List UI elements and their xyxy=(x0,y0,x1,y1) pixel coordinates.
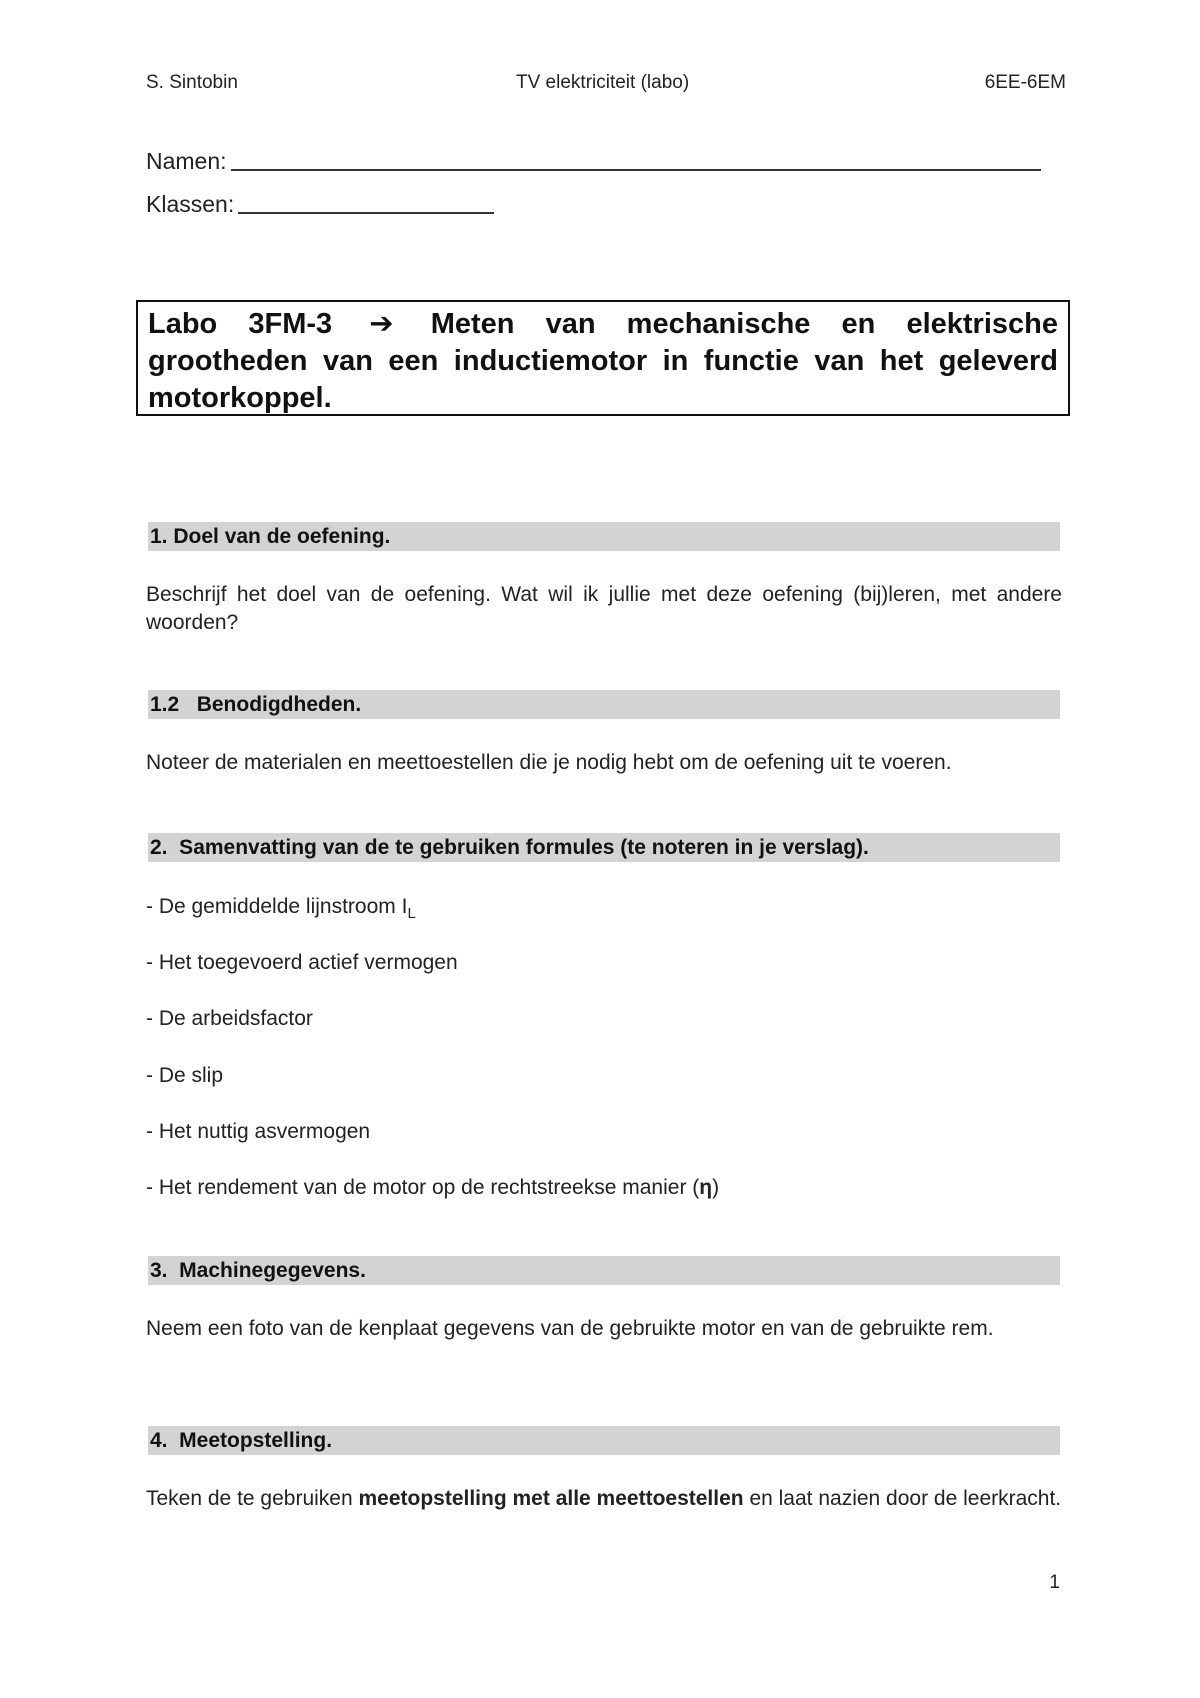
list-item: - De arbeidsfactor xyxy=(146,1007,313,1030)
lab-title xyxy=(148,306,1058,417)
section-heading-formules: 2. Samenvatting van de te gebruiken formules (te noteren in je verslag). xyxy=(148,833,1060,862)
subscript-l: L xyxy=(407,905,416,922)
lab-code: Labo 3FM-3 xyxy=(148,308,333,340)
classes-blank-line xyxy=(238,190,494,214)
list-item: - Het nuttig asvermogen xyxy=(146,1120,371,1143)
names-label: Namen: xyxy=(146,148,227,174)
classes-field xyxy=(146,190,494,218)
header-classes: 6EE-6EM xyxy=(984,72,1066,93)
page-number: 1 xyxy=(1049,1572,1060,1593)
body-text-bold: meetopstelling met alle meettoestellen xyxy=(358,1487,744,1510)
section-heading-benodigdheden: 1.2 Benodigdheden. xyxy=(148,690,1060,719)
section-body-meetopstelling xyxy=(146,1485,1062,1513)
section-heading-machinegegevens: 3. Machinegegevens. xyxy=(148,1256,1060,1285)
section-heading-meetopstelling: 4. Meetopstelling. xyxy=(148,1426,1060,1455)
arrow-right-icon: ➔ xyxy=(369,308,394,340)
eta-symbol: η xyxy=(699,1176,713,1199)
list-item-end: ) xyxy=(712,1176,720,1199)
body-text-pre: Teken de te gebruiken xyxy=(146,1487,359,1510)
lab-title-box xyxy=(136,300,1070,416)
classes-label: Klassen: xyxy=(146,191,235,217)
names-blank-line xyxy=(231,147,1041,171)
list-item xyxy=(146,1174,719,1202)
section-heading-doel: 1. Doel van de oefening. xyxy=(148,522,1060,551)
names-field xyxy=(146,147,1041,175)
section-body-machinegegevens: Neem een foto van de kenplaat gegevens van de gebruikte motor en van de gebruikte rem. xyxy=(146,1317,994,1340)
section-body-benodigdheden: Noteer de materialen en meettoestellen die je nodig hebt om de oefening uit te voeren. xyxy=(146,751,952,774)
list-item: - Het toegevoerd actief vermogen xyxy=(146,951,458,974)
list-item xyxy=(146,893,416,928)
list-item: - De slip xyxy=(146,1064,224,1087)
header-course: TV elektriciteit (labo) xyxy=(516,72,690,93)
lab-title-text: Meten van mechanische en elektrische grootheden van een inductiemotor in functie van het geleverd motorkoppel. xyxy=(148,308,1058,414)
body-text-post: en laat nazien door de leerkracht. xyxy=(743,1487,1062,1510)
section-body-doel: Beschrijf het doel van de oefening. Wat wil ik jullie met deze oefening (bij)leren, met andere woorden? xyxy=(146,583,1062,634)
list-item-text: - Het rendement van de motor op de rechtstreekse manier ( xyxy=(146,1176,700,1199)
list-item-text: - De gemiddelde lijnstroom I xyxy=(146,895,408,918)
header-author: S. Sintobin xyxy=(146,72,238,93)
